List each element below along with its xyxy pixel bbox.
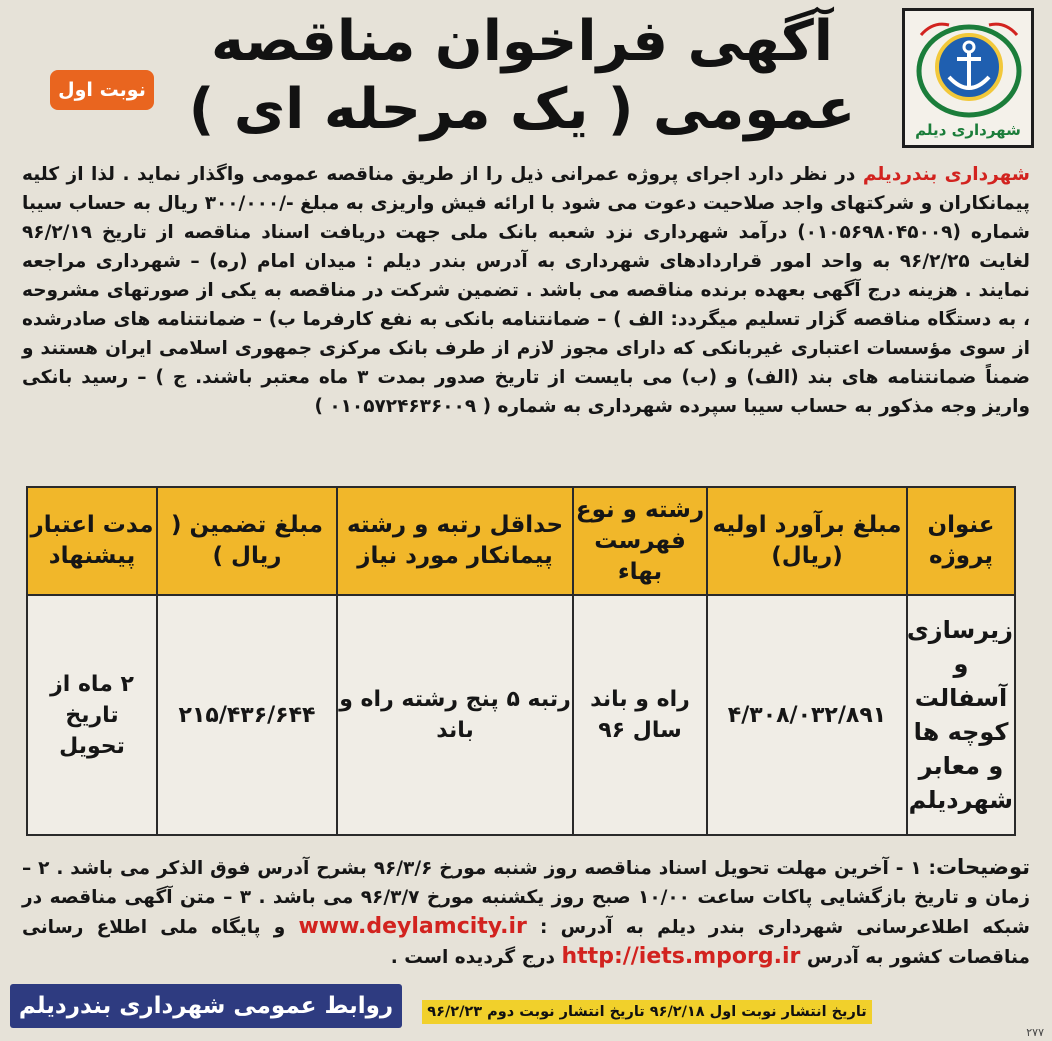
notes-part2: و پایگاه ملی اطلاع رسانی مناقصات کشور به آدرس [22, 917, 1030, 968]
notes-part1: : ۱ - آخرین مهلت تحویل اسناد مناقصه روز شنبه مورخ ۹۶/۳/۶ بشرح آدرس فوق الذکر می باشد . ۲ – زمان و تاریخ بازگشایی پاکات ساعت ۱۰/۰۰ صبح روز یکشنبه مورخ ۹۶/۳/۷ می باشد . ۳ – متن آگهی مناقصه در شبکه اطلاعرسانی شهرداری بندر دیلم به آدرس : [22, 858, 1031, 938]
notes-paragraph [22, 853, 1030, 972]
intro-body: در نظر دارد اجرای پروژه عمرانی ذیل را از طریق مناقصه عمومی واگذار نماید . لذا از کلیه پیمانکاران و شرکتهای واجد صلاحیت دعوت می شود با ارائه فیش واریزی به مبلغ -/۳۰۰/۰۰۰ ریال به حساب سیبا شماره (۰۱۰۵۶۹۸۰۴۵۰۰۹) درآمد شهرداری نزد شعبه بانک ملی جهت دریافت اسناد مناقصه از تاریخ ۹۶/۲/۱۹ لغایت ۹۶/۲/۲۵ به واحد امور قراردادهای شهرداری به آدرس بندر دیلم : میدان امام (ره) – شهرداری مراجعه نمایند . هزینه درج آگهی بعهده برنده مناقصه می باشد . تضمین شرکت در مناقصه به یکی از صورتهای مشروحه ، به دستگاه مناقصه گزار تسلیم میگردد: الف ) – ضمانتنامه بانکی به نفع کارفرما ب) – ضمانتنامه های صادرشده از سوی مؤسسات اعتباری غیربانکی که دارای مجوز لازم از طرف بانک مرکزی جمهوری اسلامی ایران هستند و ضمناً ضمانتنامه های بند (الف) و (ب) می بایست از تاریخ صدور بمدت ۳ ماه معتبر باشند. ج ) – رسید بانکی واریز وجه مذکور به حساب سیبا سپرده شهرداری به شماره ( ۰۱۰۵۷۲۴۶۳۶۰۰۹ ) [22, 164, 1030, 417]
notice-title-line2: عمومی ( یک مرحله ای ) [188, 77, 856, 142]
header-initial-estimate: مبلغ برآورد اولیه (ریال) [707, 487, 907, 595]
intro-paragraph [22, 160, 1030, 421]
iets-link[interactable]: http://iets.mporg.ir [561, 944, 801, 969]
cell-guarantee-amount: ۲۱۵/۴۳۶/۶۴۴ [157, 595, 337, 835]
tender-table [26, 486, 1016, 836]
table-header-row [27, 487, 1015, 595]
municipality-logo [902, 8, 1034, 148]
header-min-contractor-grade: حداقل رتبه و رشته پیمانکار مورد نیاز [337, 487, 573, 595]
deylamcity-link[interactable]: www.deylamcity.ir [298, 914, 527, 939]
logo-caption: شهرداری دیلم [915, 121, 1021, 139]
header-offer-validity: مدت اعتبار پیشنهاد [27, 487, 157, 595]
notes-part3: درج گردیده است . [390, 947, 556, 968]
anchor-emblem-icon [913, 15, 1025, 119]
header-price-list-field: رشته و نوع فهرست بهاء [573, 487, 707, 595]
publication-dates: تاریخ انتشار نوبت اول ۹۶/۲/۱۸ تاریخ انتشار نوبت دوم ۹۶/۲/۲۳ [422, 1000, 872, 1024]
notice-title-line1: آگهی فراخوان مناقصه [211, 9, 833, 74]
cell-min-contractor-grade: رتبه ۵ پنج رشته راه و باند [337, 595, 573, 835]
round-badge: نوبت اول [50, 70, 154, 110]
cell-initial-estimate: ۴/۳۰۸/۰۳۲/۸۹۱ [707, 595, 907, 835]
public-relations-box: روابط عمومی شهرداری بندردیلم [10, 984, 402, 1028]
cell-price-list-field: راه و باند سال ۹۶ [573, 595, 707, 835]
header-guarantee-amount: مبلغ تضمین ( ریال ) [157, 487, 337, 595]
header-project-title: عنوان پروژه [907, 487, 1015, 595]
organization-name: شهرداری بندردیلم [862, 164, 1030, 185]
table-row [27, 595, 1015, 835]
page-number: ۲۷۷ [1026, 1026, 1044, 1039]
notes-label: توضیحات [935, 855, 1030, 879]
cell-project-title: زیرسازی و آسفالت کوچه ها و معابر شهردیلم [907, 595, 1015, 835]
cell-offer-validity: ۲ ماه از تاریخ تحویل [27, 595, 157, 835]
